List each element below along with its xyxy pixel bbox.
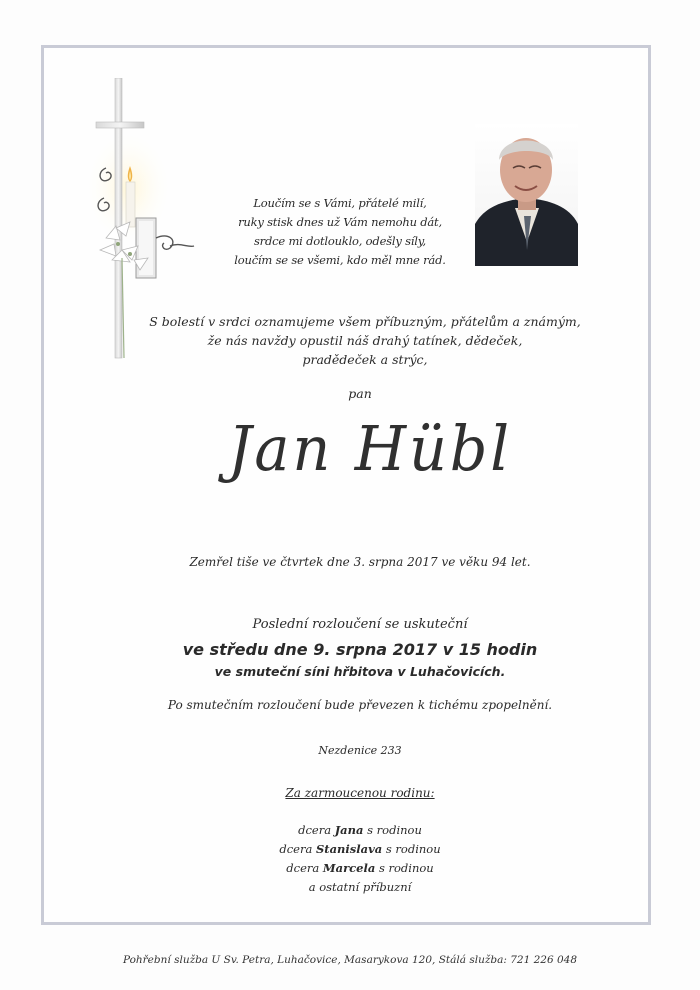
title-pan: pan xyxy=(348,386,372,401)
member-name: Marcela xyxy=(322,861,376,875)
portrait-photo xyxy=(475,124,578,266)
announcement-line: S bolestí v srdci oznamujeme všem příbuzným, přátelům a známým, xyxy=(149,314,581,329)
home-address: Nezdenice 233 xyxy=(318,744,402,757)
member-name: Jana xyxy=(334,823,364,837)
funeral-service-footer: Pohřební služba U Sv. Petra, Luhačovice, Masarykova 120, Stálá služba: 721 226 048 xyxy=(122,954,578,966)
family-member: dcera Jana s rodinou xyxy=(298,823,422,837)
poem-line: ruky stisk dnes už Vám nemohu dát, xyxy=(238,215,442,229)
announcement-line: že nás navždy opustil náš drahý tatínek, dědeček, xyxy=(207,333,523,348)
announcement xyxy=(140,312,590,369)
deceased-name: Jan Hübl xyxy=(227,412,513,485)
poem xyxy=(230,194,450,270)
ceremony-intro: Poslední rozloučení se uskuteční xyxy=(252,617,468,632)
family-member: dcera Stanislava s rodinou xyxy=(279,842,441,856)
family-closing: a ostatní příbuzní xyxy=(308,880,412,894)
family-list xyxy=(240,821,480,897)
poem-line: srdce mi dotlouklo, odešly síly, xyxy=(253,234,426,248)
ceremony-place: ve smuteční síni hřbitova v Luhačovicích. xyxy=(214,664,506,679)
ceremony-date: ve středu dne 9. srpna 2017 v 15 hodin xyxy=(182,640,538,659)
family-title: Za zarmoucenou rodinu: xyxy=(285,786,435,800)
death-statement: Zemřel tiše ve čtvrtek dne 3. srpna 2017 ve věku 94 let. xyxy=(189,555,531,569)
member-name: Stanislava xyxy=(315,842,383,856)
cremation-note: Po smutečním rozloučení bude převezen k tichému zpopelnění. xyxy=(167,698,553,712)
family-member: dcera Marcela s rodinou xyxy=(286,861,434,875)
announcement-line: pradědeček a strýc, xyxy=(302,352,428,367)
poem-line: loučím se se všemi, kdo měl mne rád. xyxy=(234,253,446,267)
poem-line: Loučím se s Vámi, přátelé milí, xyxy=(253,196,427,210)
